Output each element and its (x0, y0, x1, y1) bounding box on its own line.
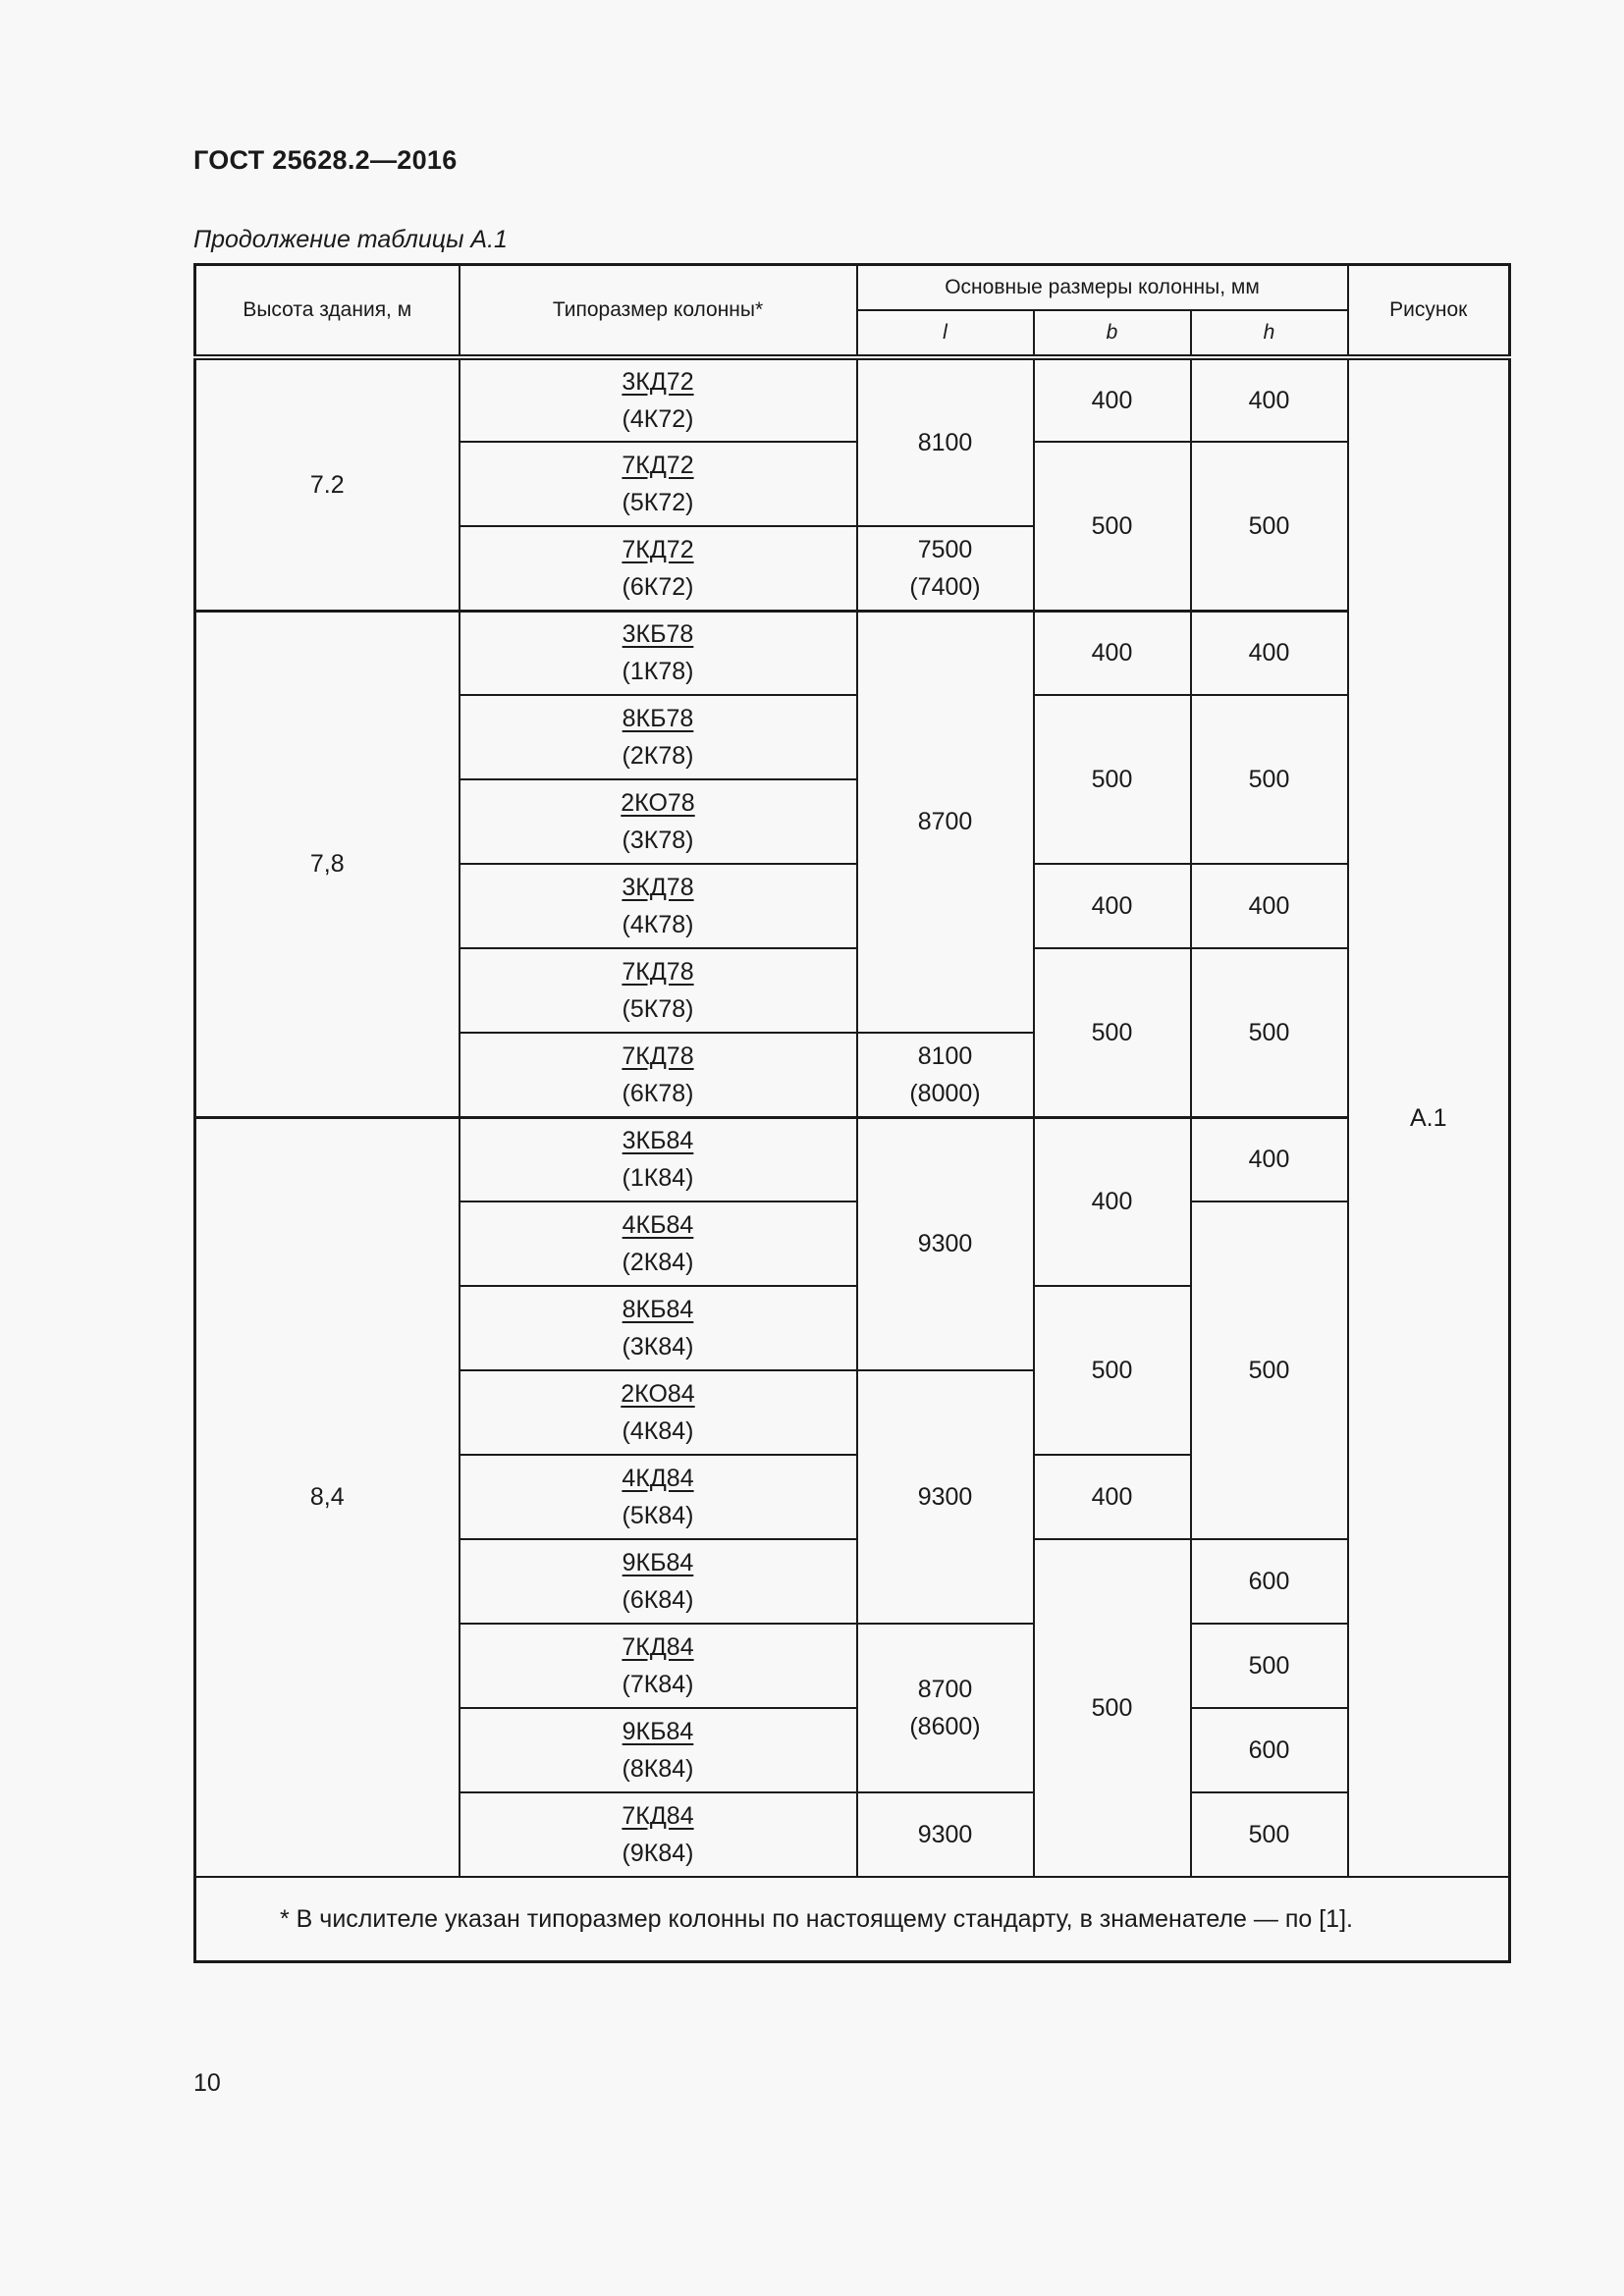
column-type-cell (460, 1792, 857, 1877)
header-figure: Рисунок (1348, 265, 1510, 358)
h-cell: 500 (1191, 1201, 1348, 1539)
l-alt: (8600) (909, 1713, 981, 1740)
column-type-cell (460, 1624, 857, 1708)
column-type-cell (460, 1033, 857, 1117)
column-type-code: 9КБ84 (622, 1718, 694, 1745)
h-cell: 500 (1191, 695, 1348, 864)
column-type-code: 3КД72 (622, 368, 694, 396)
header-h: h (1191, 310, 1348, 357)
column-type-cell (460, 1117, 857, 1201)
column-type-cell (460, 948, 857, 1033)
l-main: 8100 (917, 1041, 973, 1070)
l-alt: (8000) (909, 1079, 981, 1107)
l-cell: 9300 (857, 1117, 1034, 1370)
column-type-cell (460, 611, 857, 695)
header-l: l (857, 310, 1034, 357)
column-type-code: 7КД84 (622, 1802, 694, 1830)
column-type-code: 4КД84 (622, 1465, 694, 1492)
column-type-cell (460, 864, 857, 948)
l-alt: (7400) (909, 572, 981, 601)
column-type-cell (460, 1370, 857, 1455)
b-cell: 500 (1034, 442, 1191, 611)
table-caption: Продолжение таблицы А.1 (193, 226, 508, 253)
h-cell: 600 (1191, 1708, 1348, 1792)
column-type-cell (460, 1539, 857, 1624)
b-cell: 500 (1034, 1286, 1191, 1455)
building-height-cell: 7,8 (195, 611, 460, 1117)
column-type-cell (460, 779, 857, 864)
b-cell: 500 (1034, 695, 1191, 864)
dimensions-table (193, 263, 1511, 1963)
l-main: 7500 (917, 535, 973, 563)
column-type-old: (3К84) (622, 1333, 694, 1361)
column-type-old: (1К78) (622, 658, 694, 686)
column-type-old: (5К72) (622, 489, 694, 516)
column-type-code: 4КБ84 (622, 1211, 694, 1239)
header-main-dimensions: Основные размеры колонны, мм (857, 265, 1348, 311)
column-type-old: (7К84) (622, 1671, 694, 1698)
l-cell: 8100 (857, 357, 1034, 526)
document-header: ГОСТ 25628.2—2016 (193, 145, 458, 175)
h-cell: 600 (1191, 1539, 1348, 1624)
building-height-cell: 8,4 (195, 1117, 460, 1877)
column-type-cell (460, 442, 857, 526)
column-type-code: 7КД78 (622, 1041, 694, 1070)
b-cell: 400 (1034, 357, 1191, 442)
column-type-code: 7КД72 (622, 452, 694, 479)
column-type-cell (460, 695, 857, 779)
column-type-cell (460, 526, 857, 611)
column-type-old: (2К78) (622, 742, 694, 770)
column-type-old: (5К78) (622, 995, 694, 1023)
column-type-old: (6К78) (622, 1079, 694, 1107)
header-b: b (1034, 310, 1191, 357)
l-cell (857, 1624, 1034, 1792)
column-type-old: (2К84) (622, 1249, 694, 1276)
column-type-code: 7КД84 (622, 1633, 694, 1661)
column-type-code: 2КО84 (621, 1380, 695, 1408)
figure-cell: А.1 (1348, 357, 1510, 1877)
h-cell: 500 (1191, 1624, 1348, 1708)
b-cell: 500 (1034, 1539, 1191, 1877)
l-cell: 9300 (857, 1792, 1034, 1877)
column-type-code: 7КД72 (622, 535, 694, 563)
b-cell: 400 (1034, 1455, 1191, 1539)
column-type-code: 3КБ84 (622, 1127, 694, 1155)
l-cell: 8700 (857, 611, 1034, 1033)
header-building-height: Высота здания, м (195, 265, 460, 358)
column-type-old: (6К72) (622, 572, 694, 601)
b-cell: 400 (1034, 1117, 1191, 1286)
column-type-cell (460, 1708, 857, 1792)
column-type-old: (4К72) (622, 405, 694, 433)
column-type-code: 8КБ78 (622, 705, 694, 732)
b-cell: 400 (1034, 864, 1191, 948)
column-type-old: (1К84) (622, 1164, 694, 1193)
l-cell (857, 1033, 1034, 1117)
column-type-code: 7КД78 (622, 958, 694, 986)
column-type-code: 8КБ84 (622, 1296, 694, 1323)
column-type-old: (4К84) (622, 1417, 694, 1445)
b-cell: 400 (1034, 611, 1191, 695)
column-type-code: 3КБ78 (622, 620, 694, 649)
building-height-cell: 7.2 (195, 357, 460, 611)
column-type-old: (3К78) (622, 827, 694, 854)
h-cell: 500 (1191, 948, 1348, 1117)
column-type-cell (460, 1286, 857, 1370)
h-cell: 400 (1191, 611, 1348, 695)
h-cell: 400 (1191, 357, 1348, 442)
l-main: 8700 (917, 1676, 973, 1703)
column-type-code: 3КД78 (622, 874, 694, 901)
h-cell: 500 (1191, 1792, 1348, 1877)
h-cell: 400 (1191, 864, 1348, 948)
column-type-cell (460, 357, 857, 442)
l-cell: 9300 (857, 1370, 1034, 1624)
column-type-cell (460, 1455, 857, 1539)
column-type-old: (8К84) (622, 1755, 694, 1783)
b-cell: 500 (1034, 948, 1191, 1117)
column-type-old: (5К84) (622, 1502, 694, 1529)
column-type-code: 9КБ84 (622, 1549, 694, 1576)
page-number: 10 (193, 2069, 221, 2097)
column-type-code: 2КО78 (621, 789, 695, 817)
column-type-cell (460, 1201, 857, 1286)
column-type-old: (9К84) (622, 1840, 694, 1867)
column-type-old: (4К78) (622, 911, 694, 938)
column-type-old: (6К84) (622, 1586, 694, 1614)
header-column-type: Типоразмер колонны* (460, 265, 857, 358)
h-cell: 400 (1191, 1117, 1348, 1201)
l-cell (857, 526, 1034, 611)
table-footnote: * В числителе указан типоразмер колонны по настоящему стандарту, в знаменателе — по [1]. (195, 1877, 1510, 1961)
h-cell: 500 (1191, 442, 1348, 611)
